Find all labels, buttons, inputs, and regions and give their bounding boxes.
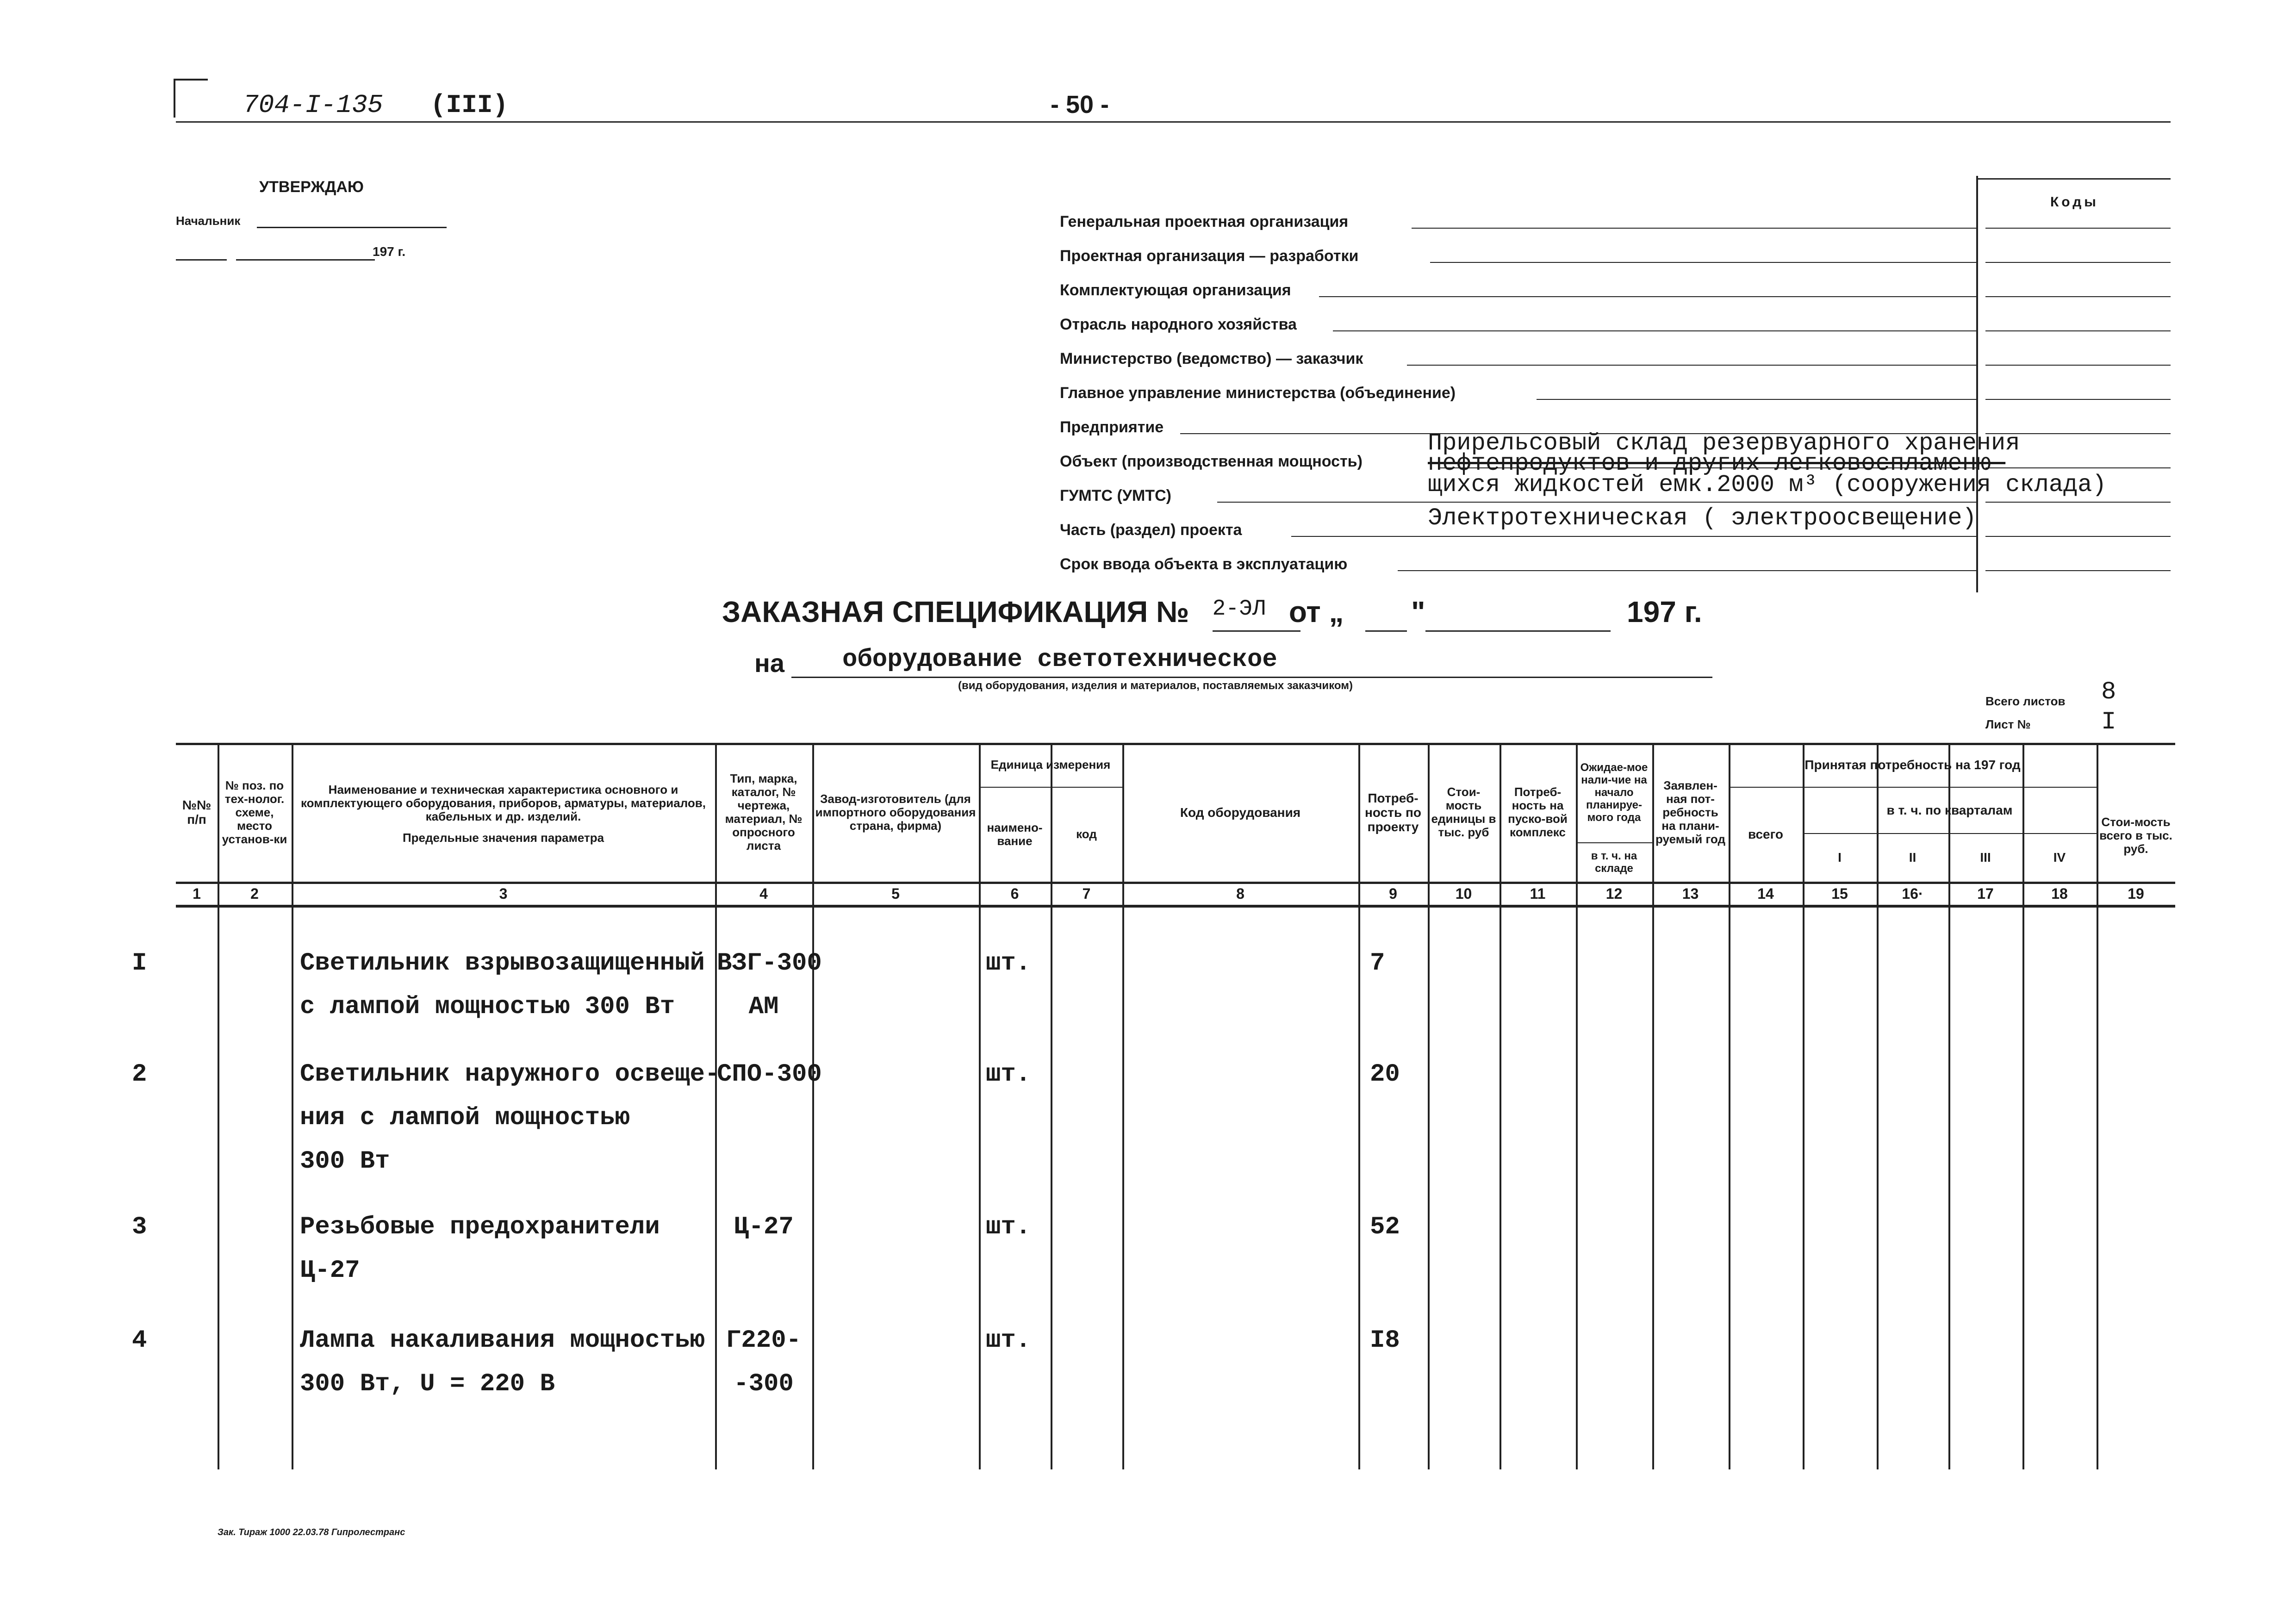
row-unit: шт.: [986, 949, 1031, 977]
spec-month-line: [1425, 630, 1611, 632]
table-header-c15: I: [1838, 850, 1842, 865]
row-name-line: ния с лампой мощностью: [300, 1104, 630, 1132]
column-number: 15: [1831, 885, 1848, 902]
column-number: 12: [1605, 885, 1623, 902]
field-line: [1217, 502, 1976, 503]
row-type-line: СПО-300: [717, 1060, 822, 1089]
row-quantity: 7: [1370, 949, 1385, 977]
table-header-c19: Стои-мость всего в тыс. руб.: [2099, 815, 2172, 856]
field-line: [1398, 570, 1976, 571]
row-type-line: ВЗГ-300: [717, 949, 822, 977]
column-number: 11: [1530, 885, 1546, 902]
row-quantity: 52: [1370, 1213, 1400, 1241]
spec-subject: оборудование светотехническое: [842, 646, 1277, 674]
column-number: 14: [1757, 885, 1774, 902]
spec-quote: ": [1411, 595, 1425, 628]
field-line: [1407, 365, 1976, 366]
row-type-line: Ц-27: [734, 1213, 794, 1241]
spec-title: [722, 595, 1702, 629]
row-quantity: I8: [1370, 1326, 1400, 1355]
field-line: [1537, 399, 1976, 400]
code-cell-line: [1985, 467, 2171, 468]
table-header-c7: код: [1076, 827, 1097, 841]
table-header-c14: всего: [1748, 827, 1784, 841]
code-cell-line: [1985, 228, 2171, 229]
column-number: 16·: [1902, 885, 1923, 902]
code-cell-line: [1985, 262, 2171, 263]
table-header-c8: Код оборудования: [1180, 805, 1301, 820]
row-number: 4: [132, 1326, 147, 1355]
codes-header: Коды: [2050, 194, 2099, 210]
sheets-total-value: 8: [2101, 678, 2116, 706]
spec-day-line: [1365, 630, 1407, 632]
field-label: Часть (раздел) проекта: [1060, 521, 1242, 539]
approve-date-line-2: [236, 259, 375, 261]
field-label: Главное управление министерства (объединение): [1060, 384, 1456, 402]
spec-subject-line: [791, 677, 1712, 678]
table-header-c15_18: в т. ч. по кварталам: [1886, 803, 2013, 817]
approve-date-line-1: [176, 259, 227, 261]
column-number: 9: [1389, 885, 1397, 902]
page-number: - 50 -: [1051, 91, 1109, 118]
field-label: Объект (производственная мощность): [1060, 453, 1363, 470]
column-number: 13: [1682, 885, 1699, 902]
table-header-c6_7: Единица измерения: [990, 758, 1111, 772]
field-line: [1412, 228, 1976, 229]
spec-year: 197 г.: [1627, 595, 1702, 628]
spec-title-prefix: ЗАКАЗНАЯ СПЕЦИФИКАЦИЯ №: [722, 595, 1189, 628]
code-cell-line: [1985, 570, 2171, 571]
table-header-c1: №№ п/п: [182, 798, 212, 827]
table-header-c16: II: [1909, 850, 1916, 865]
row-name-line: с лампой мощностью 300 Вт: [300, 993, 675, 1021]
row-quantity: 20: [1370, 1060, 1400, 1089]
field-label: Проектная организация — разработки: [1060, 247, 1359, 265]
row-number: 3: [132, 1213, 147, 1241]
sheet-number-value: I: [2101, 708, 2116, 736]
row-name-line: Резьбовые предохранители: [300, 1213, 660, 1241]
column-number: 3: [499, 885, 508, 902]
column-number: 1: [193, 885, 201, 902]
header-rule: [176, 121, 2171, 123]
column-number: 6: [1010, 885, 1019, 902]
code-cell-line: [1985, 399, 2171, 400]
field-label: Генеральная проектная организация: [1060, 213, 1349, 230]
approve-chief: Начальник: [176, 214, 241, 228]
field-label: Предприятие: [1060, 418, 1164, 436]
approve-date-suffix: 197 г.: [373, 244, 406, 259]
row-type-line: АМ: [748, 993, 779, 1021]
row-name-line: Светильник наружного освеще-: [300, 1060, 720, 1089]
code-cell-line: [1985, 330, 2171, 331]
column-number: 17: [1977, 885, 1994, 902]
sheets-total-label: Всего листов: [1985, 694, 2066, 708]
table-header-c2: № поз. по тех-нолог. схеме, место установ-ки: [222, 778, 287, 846]
field-line: [1291, 536, 1976, 537]
spec-subject-caption: (вид оборудования, изделия и материалов, поставляемых заказчиком): [958, 679, 1353, 692]
approve-chief-line: [257, 227, 447, 228]
column-number: 18: [2051, 885, 2068, 902]
row-unit: шт.: [986, 1060, 1031, 1089]
table-header-c10: Стои-мость единицы в тыс. руб: [1431, 785, 1496, 839]
code-cell-line: [1985, 536, 2171, 537]
table-header-c3b: Предельные значения параметра: [402, 830, 604, 845]
sheet-number-label: Лист №: [1985, 717, 2031, 731]
table-header-c3a: Наименование и техническая характеристика основного и комплектующего оборудования, приборов, арматуры, материалов, кабельных и др. изделий.: [300, 782, 706, 823]
column-number: 4: [759, 885, 768, 902]
row-name-line: Ц-27: [300, 1257, 360, 1285]
row-type-line: -300: [734, 1370, 794, 1398]
spec-on-label: на: [754, 648, 784, 678]
row-name-line: 300 Вт: [300, 1147, 390, 1176]
codes-box-top: [1976, 178, 2171, 180]
column-number: 19: [2128, 885, 2144, 902]
field-line: [1430, 262, 1976, 263]
table-header-c11: Потреб-ность на пуско-вой комплекс: [1508, 785, 1568, 839]
row-name-line: 300 Вт, U = 220 В: [300, 1370, 555, 1398]
row-unit: шт.: [986, 1326, 1031, 1355]
object-line-1: Прирельсовый склад резервуарного хранения: [1428, 429, 2020, 457]
table-header-c18: IV: [2053, 850, 2066, 865]
row-number: I: [132, 949, 147, 977]
field-label: Комплектующая организация: [1060, 281, 1291, 299]
code-cell-line: [1985, 502, 2171, 503]
table-header-c17: III: [1980, 850, 1991, 865]
spec-number-line: [1213, 630, 1300, 632]
table-header-c4: Тип, марка, каталог, № чертежа, материал, № опросного листа: [725, 772, 803, 852]
row-type-line: Г220-: [726, 1326, 802, 1355]
column-number: 10: [1455, 885, 1472, 902]
project-part-value: Электротехническая ( электроосвещение): [1428, 504, 1977, 532]
column-number: 5: [891, 885, 900, 902]
column-number: 2: [250, 885, 259, 902]
table-header-c12a: Ожидае-мое нали-чие на начало планируе-мого года: [1580, 761, 1648, 824]
print-footer: Зак. Тираж 1000 22.03.78 Гипролестранс: [218, 1527, 405, 1537]
field-line: [1319, 296, 1976, 297]
object-line-3: щихся жидкостей емк.2000 м³ (сооружения склада): [1428, 471, 2107, 498]
spec-number: 2-ЭЛ: [1212, 597, 1266, 622]
field-label: Министерство (ведомство) — заказчик: [1060, 350, 1363, 367]
table-header-c14_18: Принятая потребность на 197 год: [1804, 758, 2021, 772]
table-header-c9: Потреб-ность по проекту: [1365, 790, 1421, 834]
row-name-line: Лампа накаливания мощностью: [300, 1326, 705, 1355]
column-number: 8: [1236, 885, 1244, 902]
field-line: [1333, 330, 1976, 331]
table-header-c5: Завод-изготовитель (для импортного оборудования страна, фирма): [815, 791, 976, 833]
row-name-line: Светильник взрывозащищенный: [300, 949, 705, 977]
table-colnum-rule: [176, 905, 2175, 908]
row-number: 2: [132, 1060, 147, 1089]
approve-title: УТВЕРЖДАЮ: [259, 178, 364, 196]
code-cell-line: [1985, 365, 2171, 366]
table-header-c6: наимено-вание: [987, 820, 1043, 848]
field-label: ГУМТС (УМТС): [1060, 487, 1171, 504]
code-cell-line: [1985, 296, 2171, 297]
spec-from: от „: [1288, 595, 1344, 628]
table-column-divider: [292, 743, 293, 1469]
doc-volume: (III): [430, 90, 509, 120]
table-header-c13: Заявлен-ная пот-ребность на плани-руемый год: [1655, 778, 1725, 846]
field-label: Срок ввода объекта в эксплуатацию: [1060, 555, 1348, 573]
row-unit: шт.: [986, 1213, 1031, 1241]
object-line-2: нефтепродуктов и других легковоспламеню-: [1428, 450, 2006, 477]
doc-code: 704-I-135: [243, 90, 383, 120]
corner-mark: [174, 79, 208, 118]
column-number: 7: [1082, 885, 1091, 902]
table-header-rule: [176, 882, 2175, 884]
table-header-c12b: в т. ч. на складе: [1591, 849, 1637, 875]
field-label: Отрасль народного хозяйства: [1060, 316, 1297, 333]
